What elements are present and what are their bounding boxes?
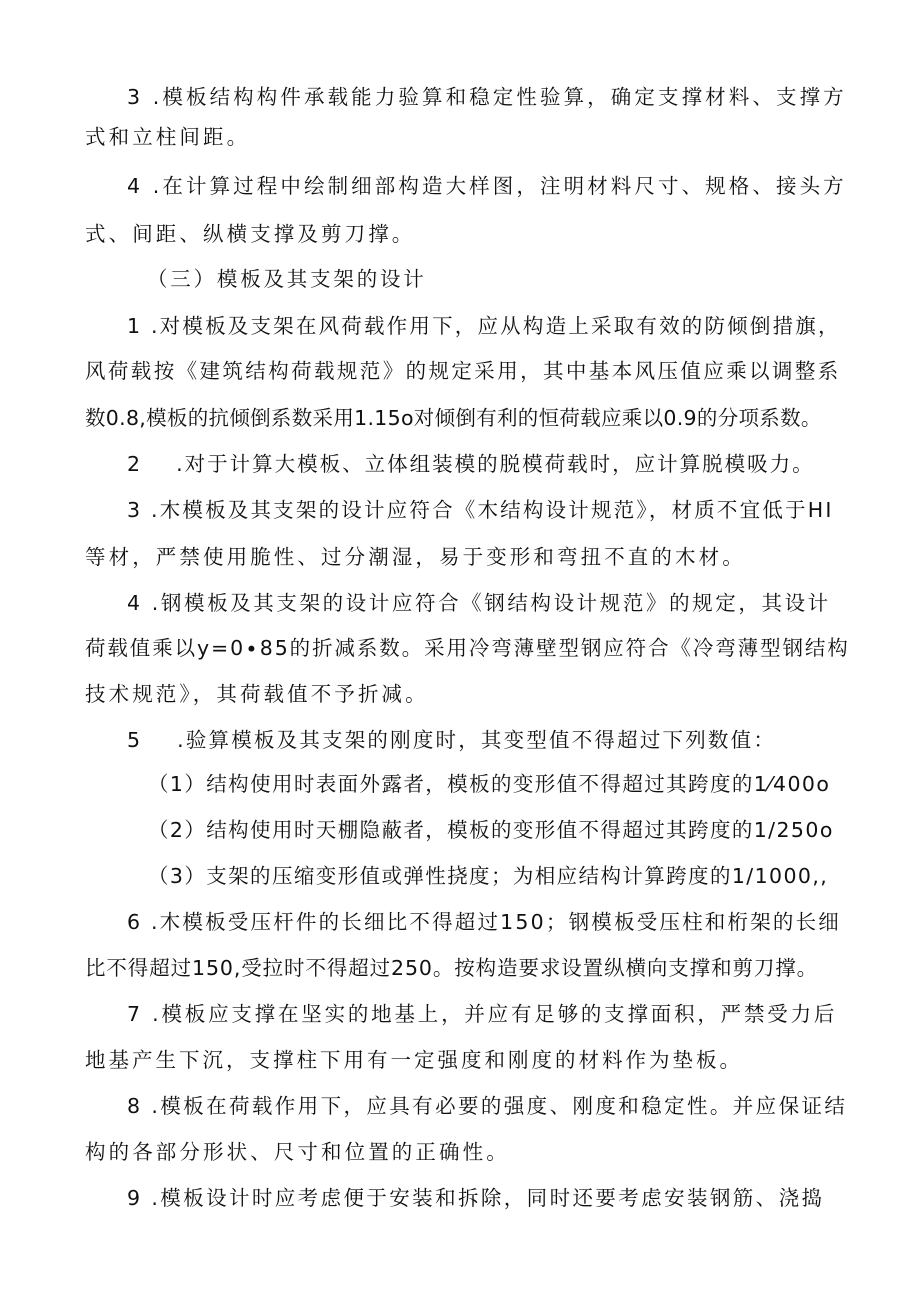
line-text: 9 .模板设计时应考虑便于安装和拆除，同时还要考虑安装钢筋、浇捣 bbox=[127, 1186, 825, 1210]
text-line bbox=[0, 490, 920, 530]
line-text: 荷载值乘以y=0∙85的折减系数。采用冷弯薄壁型钢应符合《冷弯薄型钢结构 bbox=[85, 636, 850, 660]
line-text: 数0.8,模板的抗倾倒系数采用1.15o对倾倒有利的恒荷载应乘以0.9的分项系数。 bbox=[85, 406, 822, 430]
line-text: 8 .模板在荷载作用下，应具有必要的强度、刚度和稳定性。并应保证结 bbox=[127, 1094, 848, 1118]
line-text: （2）结构使用时天棚隐蔽者，模板的变形值不得超过其跨度的1/250o bbox=[148, 818, 834, 842]
text-line bbox=[0, 351, 920, 391]
text-line bbox=[0, 948, 920, 988]
text-line bbox=[0, 1132, 920, 1172]
line-text: 3 .模板结构构件承载能力验算和稳定性验算，确定支撑材料、支撑方 bbox=[127, 85, 847, 109]
line-text: 比不得超过150,受拉时不得超过250。按构造要求设置纵横向支撑和剪刀撑。 bbox=[85, 956, 819, 980]
text-line bbox=[0, 214, 920, 254]
text-line bbox=[0, 444, 920, 484]
line-text: 7 .模板应支撑在坚实的地基上，并应有足够的支撑面积，严禁受力后 bbox=[127, 1002, 838, 1026]
line-text: 6 .木模板受压杆件的长细比不得超过150；钢模板受压柱和桁架的长细 bbox=[127, 910, 842, 934]
text-line bbox=[0, 628, 920, 668]
line-text: 式和立柱间距。 bbox=[85, 125, 251, 149]
text-line bbox=[0, 902, 920, 942]
line-text: （1）结构使用时表面外露者，模板的变形值不得超过其跨度的1⁄400o bbox=[148, 772, 831, 796]
line-text: 构的各部分形状、尺寸和位置的正确性。 bbox=[85, 1140, 510, 1164]
text-line bbox=[0, 1086, 920, 1126]
line-text: 技术规范》，其荷载值不予折减。 bbox=[85, 682, 429, 706]
text-line bbox=[0, 856, 920, 896]
line-text: 地基产生下沉，支撑柱下用有一定强度和刚度的材料作为垫板。 bbox=[85, 1048, 743, 1072]
text-line bbox=[0, 720, 920, 760]
line-text: 等材，严禁使用脆性、过分潮湿，易于变形和弯扭不直的木材。 bbox=[85, 545, 746, 569]
line-text: 5 .验算模板及其支架的刚度时，其变型值不得超过下列数值： bbox=[127, 728, 777, 752]
line-text: 2 .对于计算大模板、立体组装模的脱模荷载时，应计算脱模吸力。 bbox=[127, 452, 815, 476]
line-text: 1 .对模板及支架在风荷载作用下，应从构造上采取有效的防倾倒措旗， bbox=[127, 314, 841, 338]
line-text: 3 .木模板及其支架的设计应符合《木结构设计规范》，材质不宜低于HI bbox=[127, 498, 834, 522]
line-text: 4 .在计算过程中绘制细部构造大样图，注明材料尺寸、规格、接头方 bbox=[127, 174, 847, 198]
text-line bbox=[0, 166, 920, 206]
text-line bbox=[0, 1178, 920, 1218]
text-line bbox=[0, 537, 920, 577]
line-text: （3）支架的压缩变形值或弹性挠度；为相应结构计算跨度的1/1000,, bbox=[148, 864, 829, 888]
line-text: 4 .钢模板及其支架的设计应符合《钢结构设计规范》的规定，其设计 bbox=[127, 591, 831, 615]
text-line bbox=[0, 77, 920, 117]
line-text: （三）模板及其支架的设计 bbox=[147, 267, 427, 291]
text-line bbox=[0, 306, 920, 346]
text-line bbox=[0, 117, 920, 157]
text-line bbox=[0, 764, 920, 804]
line-text: 式、间距、纵横支撑及剪刀撑。 bbox=[85, 222, 416, 246]
section-heading bbox=[0, 259, 920, 299]
text-line bbox=[0, 583, 920, 623]
line-text: 风荷载按《建筑结构荷载规范》的规定采用，其中基本风压值应乘以调整系 bbox=[85, 359, 841, 383]
text-line bbox=[0, 994, 920, 1034]
text-line bbox=[0, 810, 920, 850]
text-line bbox=[0, 1040, 920, 1080]
text-line bbox=[0, 398, 920, 438]
text-line bbox=[0, 674, 920, 714]
